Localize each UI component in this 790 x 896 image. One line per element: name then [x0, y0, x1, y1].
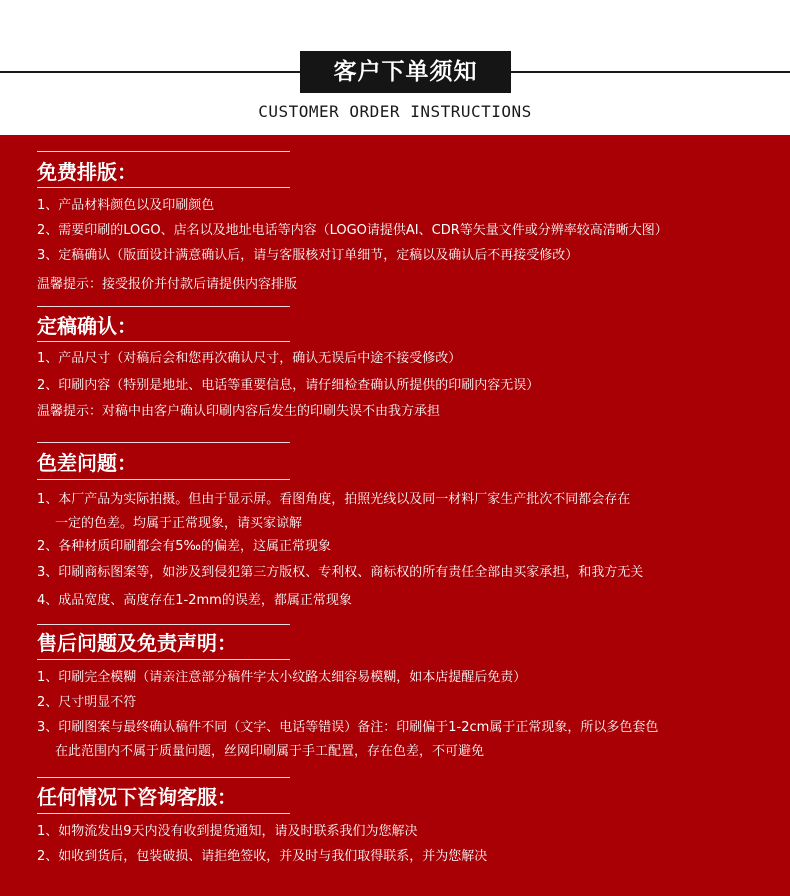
after-sales-line-2: 2、尺寸明显不符	[37, 695, 137, 710]
instructions-panel	[0, 135, 790, 896]
confirm-draft-line-2: 2、印刷内容（特别是地址、电话等重要信息，请仔细检查确认所提供的印刷内容无误）	[37, 378, 540, 393]
section-title-confirm-draft: 定稿确认：	[37, 314, 137, 338]
confirm-draft-line-1: 1、产品尺寸（对稿后会和您再次确认尺寸，确认无误后中途不接受修改）	[37, 351, 462, 366]
color-line-2: 2、各种材质印刷都会有5‰的偏差，这属正常现象	[37, 539, 331, 554]
color-line-1-cont: 一定的色差。均属于正常现象，请买家谅解	[55, 516, 303, 531]
after-sales-line-3-cont: 在此范围内不属于质量问题，丝网印刷属于手工配置，存在色差，不可避免	[55, 744, 485, 759]
section-title-after-sales: 售后问题及免责声明：	[37, 631, 237, 655]
contact-line-1: 1、如物流发出9天内没有收到提货通知，请及时联系我们为您解决	[37, 824, 418, 839]
free-layout-line-2: 2、需要印刷的LOGO、店名以及地址电话等内容（LOGO请提供AI、CDR等矢量文件或分辨率较高清晰大图）	[37, 223, 668, 238]
header-rule-right	[511, 71, 790, 73]
confirm-draft-tip: 温馨提示：对稿中由客户确认印刷内容后发生的印刷失误不由我方承担	[37, 404, 441, 419]
header-rule-left	[0, 71, 300, 73]
after-sales-line-1: 1、印刷完全模糊（请亲注意部分稿件字太小纹路太细容易模糊，如本店提醒后免责）	[37, 670, 527, 685]
color-line-1: 1、本厂产品为实际拍摄。但由于显示屏。看图角度，拍照光线以及同一材料厂家生产批次不同都会存在	[37, 492, 631, 507]
free-layout-line-1: 1、产品材料颜色以及印刷颜色	[37, 198, 215, 213]
page-subtitle: CUSTOMER ORDER INSTRUCTIONS	[258, 102, 532, 121]
section-bottom-rule	[37, 341, 290, 342]
section-top-rule	[37, 151, 290, 152]
page-title: 客户下单须知	[300, 51, 511, 93]
after-sales-line-3: 3、印刷图案与最终确认稿件不同（文字、电话等错误）备注：印刷偏于1-2cm属于正常现象，所以多色套色	[37, 720, 659, 735]
color-line-3: 3、印刷商标图案等，如涉及到侵犯第三方版权、专利权、商标权的所有责任全部由买家承担，和我方无关	[37, 565, 644, 580]
page-header	[0, 0, 790, 135]
section-top-rule	[37, 777, 290, 778]
contact-line-2: 2、如收到货后，包装破损、请拒绝签收，并及时与我们取得联系，并为您解决	[37, 849, 488, 864]
color-line-4: 4、成品宽度、高度存在1-2mm的误差，都属正常现象	[37, 593, 352, 608]
free-layout-line-3: 3、定稿确认（版面设计满意确认后，请与客服核对订单细节，定稿以及确认后不再接受修改）	[37, 248, 579, 263]
free-layout-tip: 温馨提示：接受报价并付款后请提供内容排版	[37, 277, 298, 292]
section-bottom-rule	[37, 813, 290, 814]
section-bottom-rule	[37, 187, 290, 188]
section-title-color-difference: 色差问题：	[37, 451, 137, 475]
section-bottom-rule	[37, 659, 290, 660]
section-bottom-rule	[37, 479, 290, 480]
section-top-rule	[37, 306, 290, 307]
section-top-rule	[37, 624, 290, 625]
section-title-contact-service: 任何情况下咨询客服：	[37, 785, 237, 809]
section-top-rule	[37, 442, 290, 443]
section-title-free-layout: 免费排版：	[37, 160, 137, 184]
